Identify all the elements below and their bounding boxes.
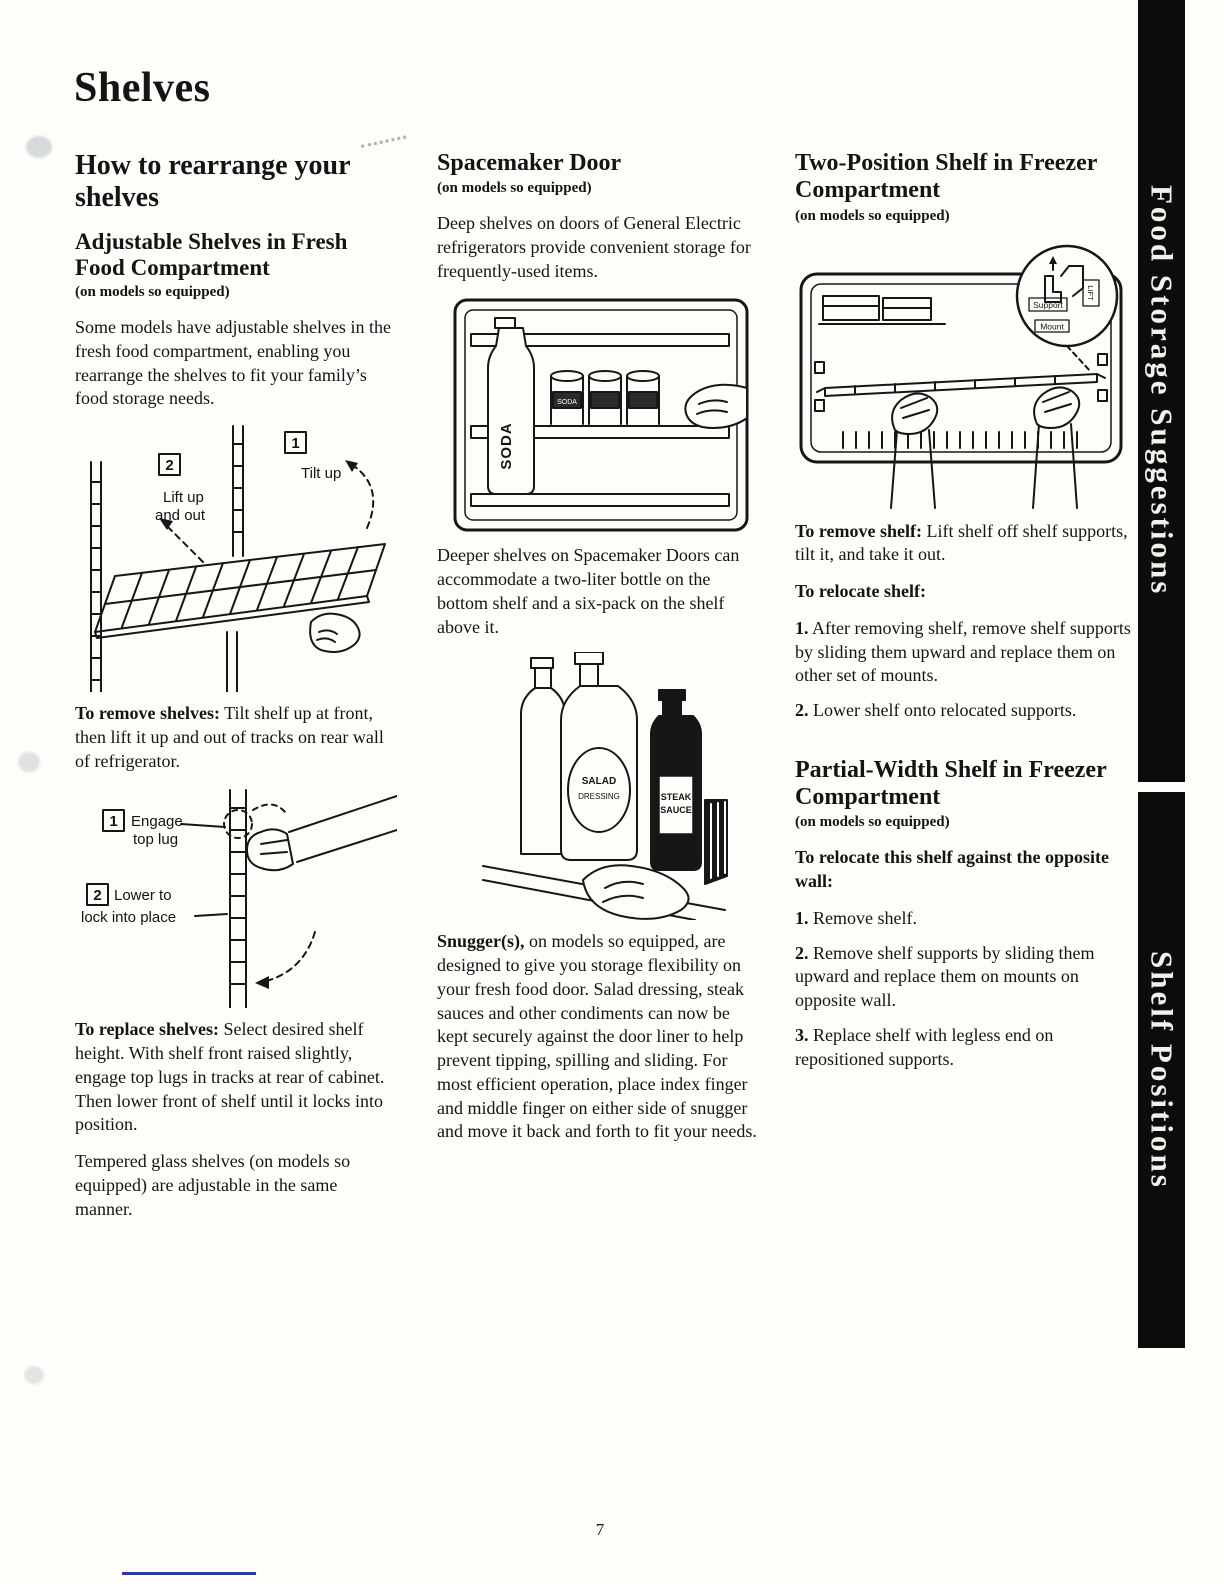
step-text: Replace shelf with legless end on repositioned supports. [795,1024,1054,1069]
remove-shelf-paragraph [795,520,1133,568]
remove-shelves-body: Tilt shelf up at front, then lift it up and out of tracks on rear wall of refrigerator. [75,703,384,771]
figure-step-number: 2 [165,457,174,475]
column-spacemaker-door [437,150,763,1157]
soda-can-label: SODA [557,399,577,407]
figure-label-lower-to: Lower to [114,887,172,905]
step-text: After removing shelf, remove shelf supports by sliding them upward and replace them on other set of mounts. [795,617,1131,686]
step-number: 2. [795,942,809,963]
column-freezer-shelves [795,150,1133,1082]
equipped-note: (on models so equipped) [795,814,950,831]
inset-lift-label: LIFT [1086,284,1095,301]
figure-step-number: 2 [93,887,102,905]
steak-label-line2: SAUCE [660,805,692,816]
figure-step-number: 1 [109,813,118,831]
shelf-replace-figure [75,786,397,1008]
page-number: 7 [595,1520,605,1539]
step-text: Remove shelf. [813,907,917,928]
figure-label-tilt-up: Tilt up [301,465,342,483]
salad-label-line1: SALAD [581,776,617,788]
spacemaker-door-figure [445,296,763,534]
salad-label-line2: DRESSING [578,792,620,802]
snugger-paragraph [437,930,763,1144]
step-text: Remove shelf supports by sliding them upward and replace them on mounts on opposite wall. [795,942,1095,1011]
remove-shelves-lead: To remove shelves: [75,703,220,724]
intro-paragraph: Deep shelves on doors of General Electric refrigerators provide convenient storage for frequently-used items. [437,213,751,281]
replace-shelves-body: Select desired shelf height. With shelf front raised slightly, engage top lugs in tracks at rear of cabinet. Then lower front of shelf until it locks into position. [75,1019,385,1135]
shelf-removal-illustration [75,424,397,692]
figure-label-top-lug: top lug [133,831,179,849]
step-text: Lower shelf onto relocated supports. [813,700,1077,721]
shelf-removal-figure [75,424,397,692]
equipped-note: (on models so equipped) [75,284,230,301]
sidebar-tab-label: Shelf Positions [1144,950,1180,1190]
step-item [795,907,1133,931]
deeper-shelves-paragraph: Deeper shelves on Spacemaker Doors can accommodate a two-liter bottle on the bottom shelf and a six-pack on the shelf above it. [437,545,740,637]
equipped-note: (on models so equipped) [437,180,592,197]
section-heading: How to rearrange your shelves [75,150,351,213]
figure-label-lock-into-place: lock into place [81,909,177,927]
column-rearrange-shelves [75,150,397,1234]
section-heading: Two-Position Shelf in Freezer Compartment [795,150,1097,204]
page-title: Shelves [74,65,211,111]
snugger-body: on models so equipped, are designed to give you storage flexibility on your fresh food door. Salad dressing, steak sauces and other condiments can now be kept securely against the door liner to help prevent tipping, spilling and sliding. For most efficient operation, place index finger and middle finger on either side of snugger and move it back and forth to fit your needs. [437,931,757,1142]
intro-paragraph: Some models have adjustable shelves in the fresh food compartment, enabling you rearrange the shelves to fit your family’s food storage needs. [75,317,391,409]
snugger-illustration [479,652,731,920]
step-number: 3. [795,1024,809,1045]
sidebar-tab-shelf-positions [1138,792,1185,1348]
figure-label-and-out: and out [155,507,206,525]
step-number: 1. [795,617,809,638]
snugger-lead: Snugger(s), [437,931,525,952]
section-heading: Partial-Width Shelf in Freezer Compartment [795,756,1107,811]
relocate-opposite-heading: To relocate this shelf against the opposite wall: [795,847,1110,892]
relocate-steps [795,617,1133,723]
replace-shelves-lead: To replace shelves: [75,1019,219,1040]
shelf-replace-illustration [75,786,397,1008]
figure-label-engage: Engage [131,813,183,831]
spacemaker-door-illustration [445,296,755,534]
section-heading: Spacemaker Door [437,150,622,176]
inset-mount-label: Mount [1040,321,1064,332]
figure-label-lift-up: Lift up [163,489,204,507]
relocate-opposite-steps [795,907,1133,1072]
step-number: 1. [795,907,809,928]
step-item [795,942,1133,1013]
scan-artifact [18,752,40,772]
soda-bottle-label: SODA [498,422,515,471]
sidebar-tab-label: Food Storage Suggestions [1144,185,1180,597]
freezer-shelf-figure [795,240,1133,510]
relocate-shelf-heading: To relocate shelf: [795,581,926,602]
figure-step-number: 1 [291,435,300,453]
tempered-glass-paragraph: Tempered glass shelves (on models so equipped) are adjustable in the same manner. [75,1151,351,1219]
subsection-heading: Adjustable Shelves in Fresh Food Compartment [75,228,348,281]
sidebar-tab-food-storage [1138,0,1185,782]
scan-artifact [24,1366,44,1384]
step-item [795,699,1133,723]
snugger-figure [479,652,763,920]
remove-shelf-body: Lift shelf off shelf supports, tilt it, and take it out. [795,520,1128,565]
inset-support-label: Support [1033,299,1063,310]
freezer-shelf-illustration [795,240,1131,510]
remove-shelves-paragraph [75,702,397,773]
step-number: 2. [795,700,809,721]
replace-shelves-paragraph [75,1018,397,1137]
remove-shelf-lead: To remove shelf: [795,520,922,541]
steak-label-line1: STEAK [660,792,692,803]
step-item [795,1024,1133,1072]
equipped-note: (on models so equipped) [795,207,950,224]
scan-artifact [26,136,52,158]
step-item [795,617,1133,688]
footer-rule [122,1572,256,1575]
